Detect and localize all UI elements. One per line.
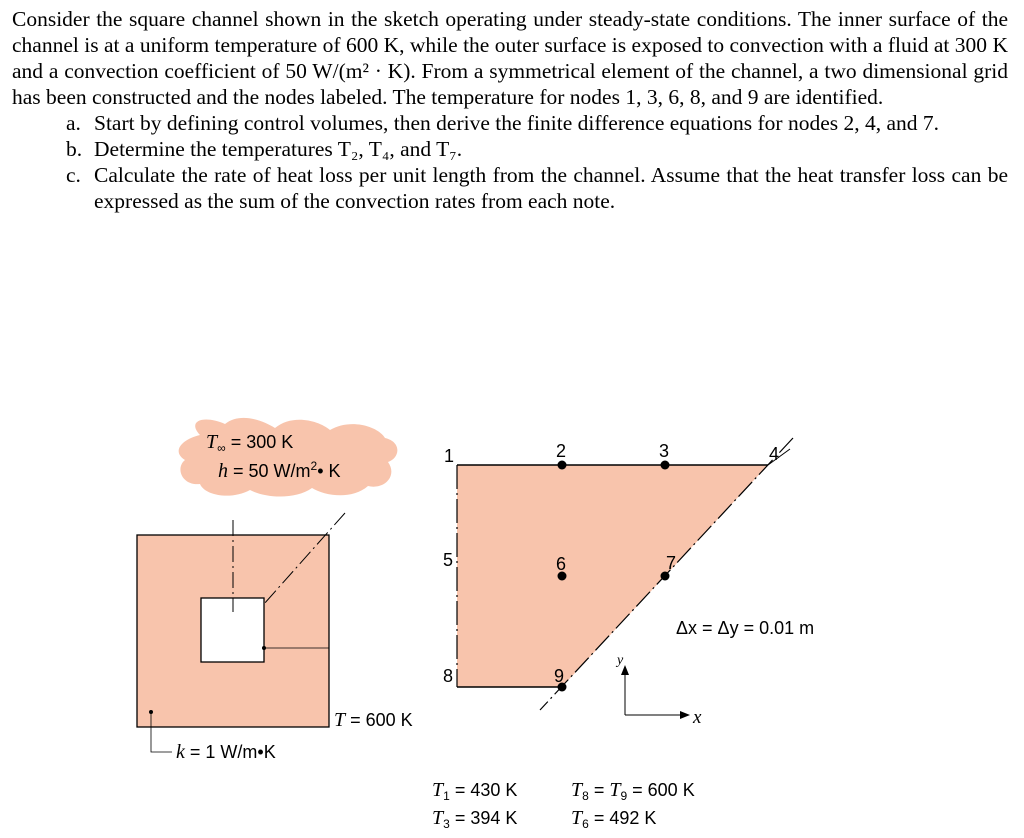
inner-leader-dot [262,646,266,650]
t1-label: $T_1 = 430$ K [432,779,518,803]
part-marker: c. [66,163,81,187]
node-4-label: 4 [769,444,780,464]
part-marker: b. [66,137,83,161]
symmetric-element [457,465,768,687]
node-2-label: 2 [556,441,567,461]
node-2-dot [558,461,567,470]
part-text: Start by defining control volumes, then derive the finite difference equations for nodes 2, 4, and 7. [94,111,940,135]
t6-label: $T_6 = 492$ K [571,807,657,831]
node-5-label: 5 [443,550,454,570]
inner-temp-label: T = 600 K [334,709,413,731]
node-7-label: 7 [666,553,677,573]
t3-label: $T_3 = 394$ K [432,807,518,831]
part-marker: a. [66,111,81,135]
fluid-cloud [179,418,398,497]
node-6-label: 6 [556,554,567,574]
grid-spacing-label: Δx = Δy = 0.01 m [676,618,815,638]
node-3-dot [661,461,670,470]
conductivity-label: k = 1 W/m•K [176,741,276,763]
problem-intro: Consider the square channel shown in the sketch operating under steady-state conditions. The inner surface of the channel is at a uniform temperature of 600 K, while the outer surface is exposed to convection with a fluid at 300 K and a convection coefficient of 50 W/(m² · K). From a symmetrical element of the channel, a two dimensional grid has been constructed and the nodes labeled. The temperature for nodes 1, 3, 6, 8, and 9 are identified. [12,7,1008,109]
k-leader-dot [149,710,153,714]
node-9-label: 9 [554,666,565,686]
node-3-label: 3 [659,441,670,461]
convection-coef-label: h = 50 $W/m^2•$ K [218,459,341,482]
fluid-temp-label: $T_\infty = 300$ K [206,431,294,455]
y-axis-label: y [617,653,624,668]
node-8-label: 8 [443,666,454,686]
x-arrowhead [680,711,690,719]
part-text: Calculate the rate of heat loss per unit length from the channel. Assume that the heat transfer loss can be expressed as the sum of the convection rates from each note. [94,163,1008,213]
t8-t9-label: $T_8 = T_9 = 600$ K [571,779,695,803]
x-axis-label: x [693,707,702,728]
part-text: Determine the temperatures T₂, T₄, and T₇. [94,137,463,161]
node-1-label: 1 [444,446,455,466]
